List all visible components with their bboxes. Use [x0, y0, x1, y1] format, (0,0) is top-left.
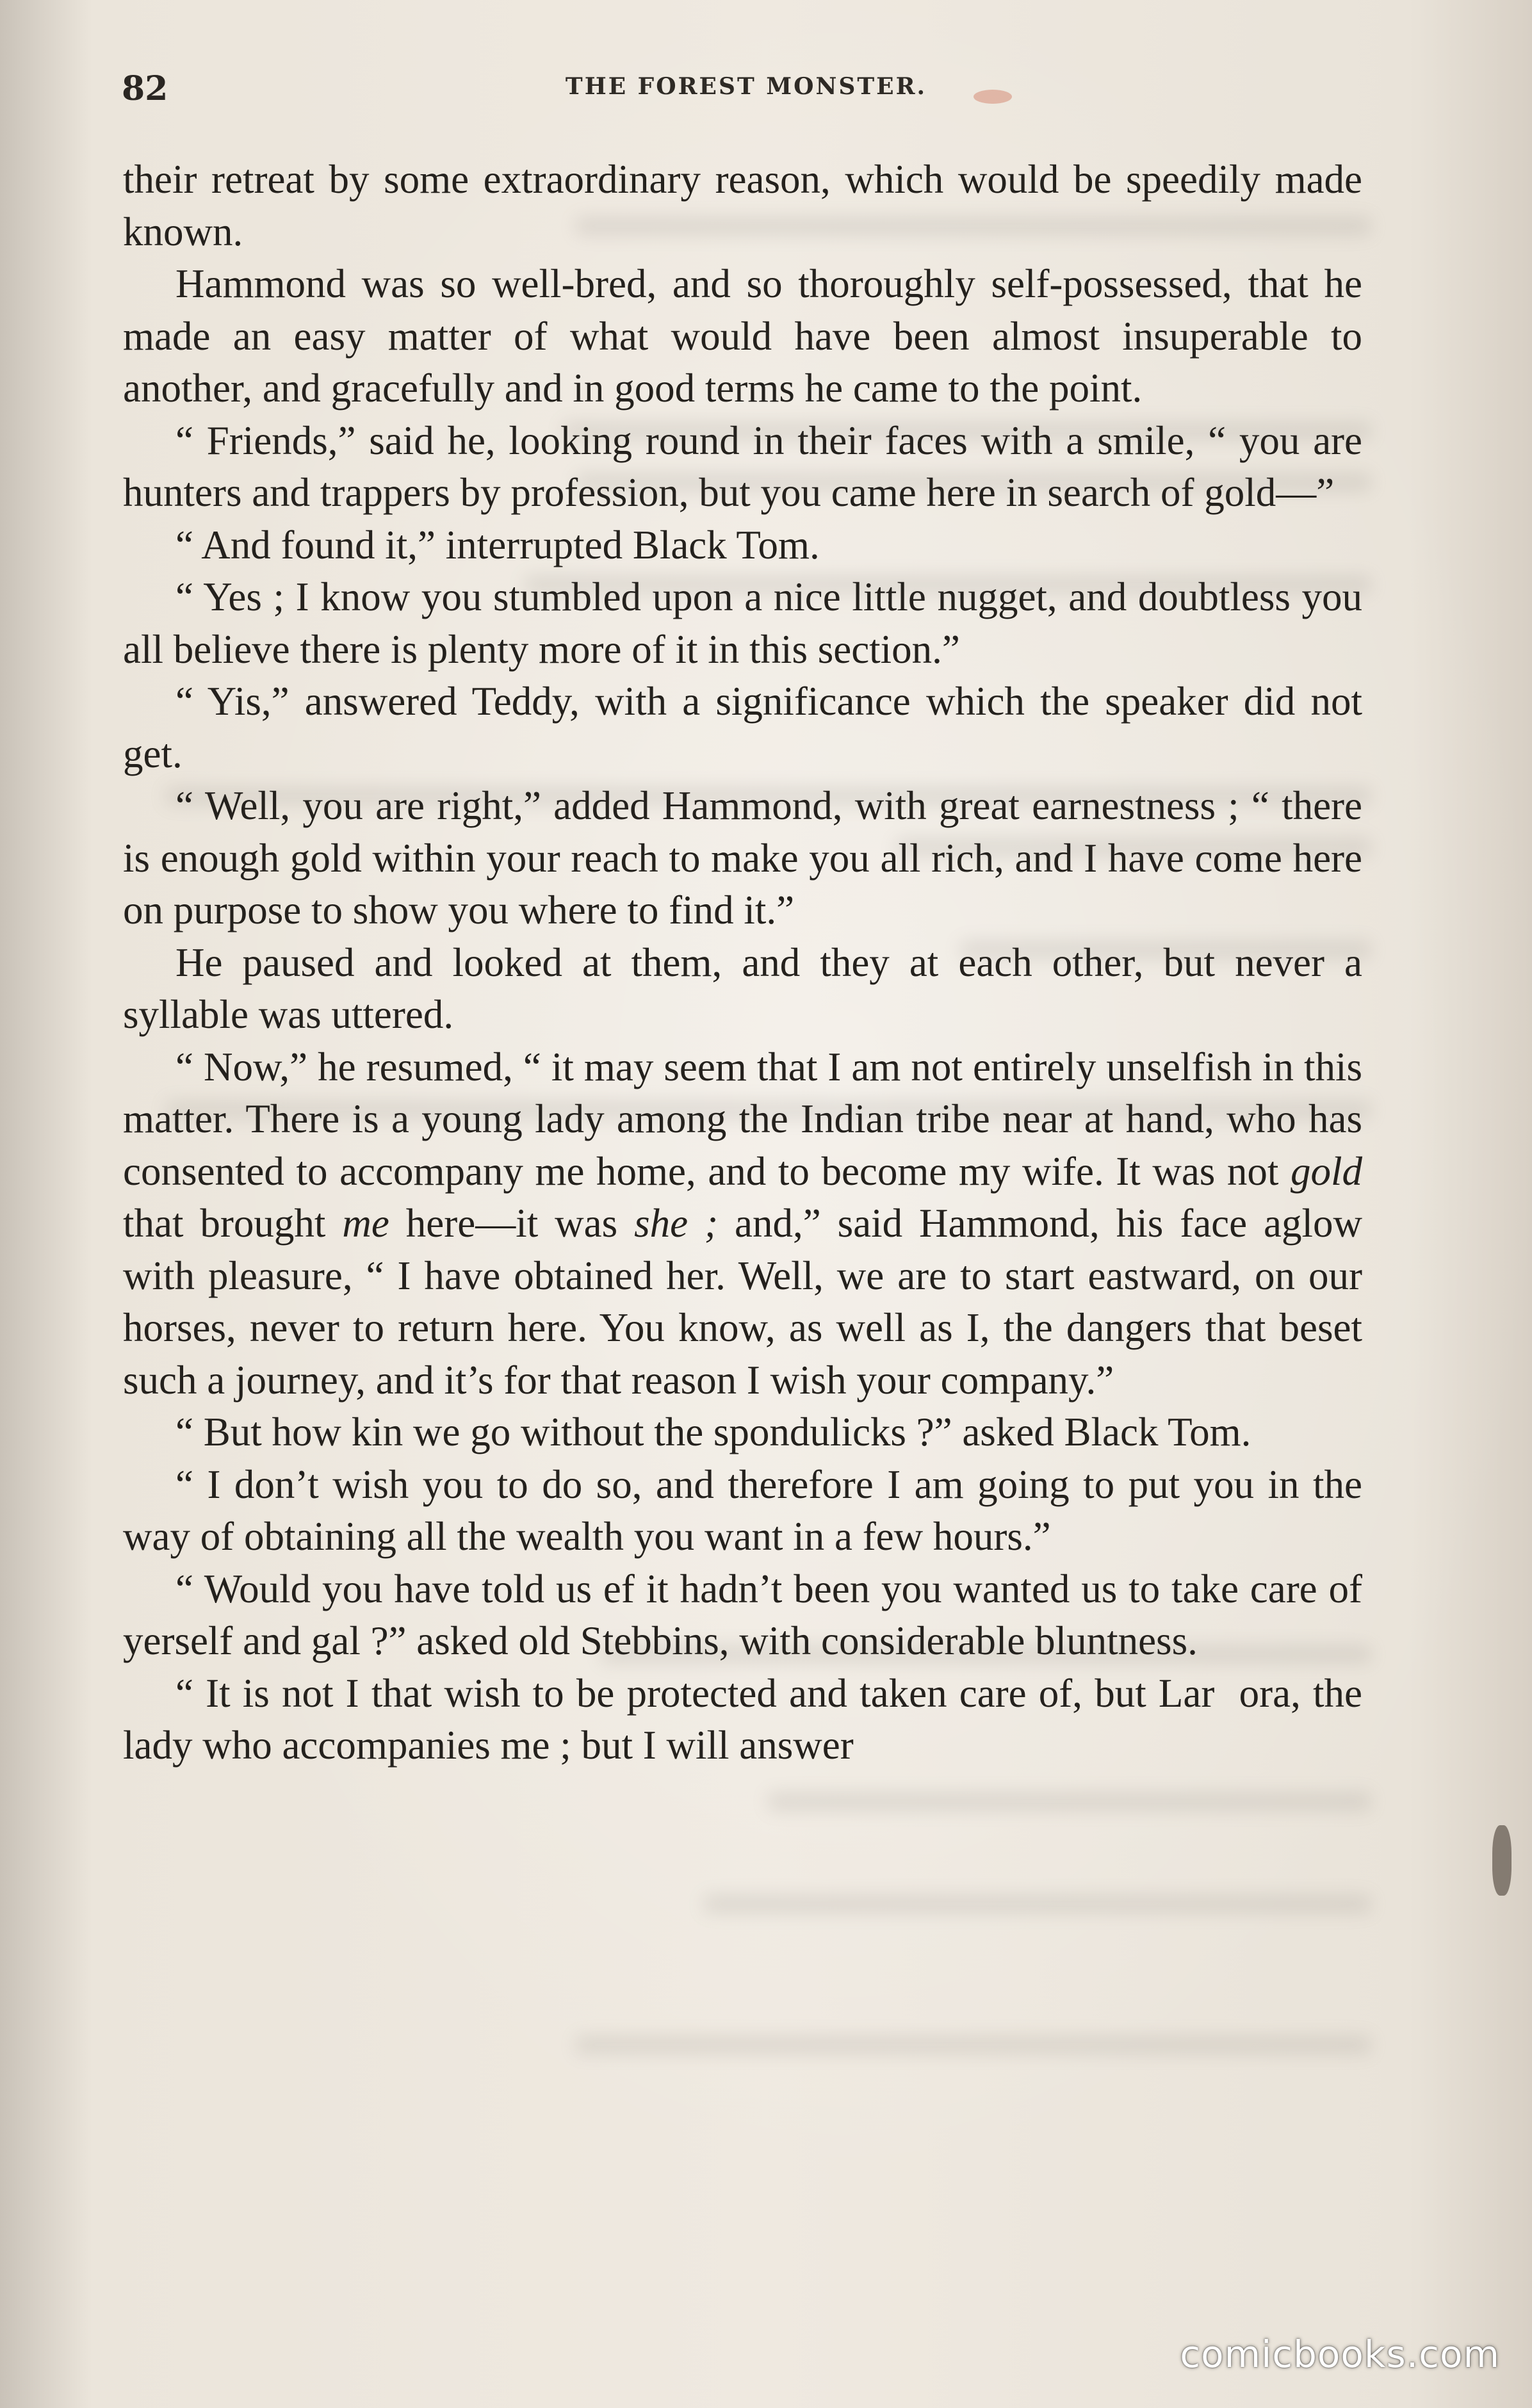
paragraph: “ And found it,” interrupted Black Tom. — [175, 522, 820, 567]
paragraph: “ Would you have told us ef it hadn’t been you wanted us to take care of yerself and gal ?” asked old Stebbins, with considerable bluntness. — [123, 1566, 1362, 1663]
running-title: THE FOREST MONSTER. — [565, 73, 927, 100]
paragraph: “ It is not I that wish to be protected and taken care of, but Lar ora, the lady who accompanies me ; but I will answer — [123, 1670, 1362, 1768]
paragraph: “ Friends,” said he, looking round in their faces with a smile, “ you are hunters and trappers by profession, but you came here in search of gold—” — [123, 418, 1362, 515]
paragraph: Hammond was so well-bred, and so thoroughly self-possessed, that he made an easy matter of what would have been almost insuperable to another, and gracefully and in good terms he came to the point. — [123, 261, 1362, 411]
paragraph: He paused and looked at them, and they at each other, but never a syllable was uttered. — [123, 940, 1362, 1037]
page-number: 82 — [122, 69, 168, 108]
paragraph: “ Now,” he resumed, “ it may seem that I am not entirely unselfish in this matter. There is a young lady among the Indian tribe near at hand, who has consented to accompany me home, and to become my wife. It was not gold that brought me here—it was she ; and,” said Hammond, his face aglow with pleasure, “ I have obtained her. Well, we are to start eastward, on our horses, never to return here. You know, as well as I, the dangers that beset such a journey, and it’s for that reason I wish your company.” — [123, 1044, 1362, 1403]
paragraph: “ I don’t wish you to do so, and therefore I am going to put you in the way of obtaining all the wealth you want in a few hours.” — [123, 1461, 1362, 1559]
paper-stain — [1492, 1825, 1512, 1896]
paragraph: “ But how kin we go without the spondulicks ?” asked Black Tom. — [175, 1410, 1251, 1454]
paragraph: “ Well, you are right,” added Hammond, with great earnestness ; “ there is enough gold within your reach to make you all rich, and I have come here on purpose to show you where to find it.” — [123, 783, 1362, 932]
page-header — [122, 69, 1371, 114]
paragraph: their retreat by some extraordinary reason, which would be speedily made known. — [123, 157, 1362, 254]
body-text — [123, 154, 1362, 1772]
paragraph: “ Yes ; I know you stumbled upon a nice little nugget, and doubtless you all believe there is plenty more of it in this section.” — [123, 574, 1362, 672]
watermark: comicbooks.com — [1180, 2332, 1500, 2376]
paragraph: “ Yis,” answered Teddy, with a significance which the speaker did not get. — [123, 679, 1362, 776]
